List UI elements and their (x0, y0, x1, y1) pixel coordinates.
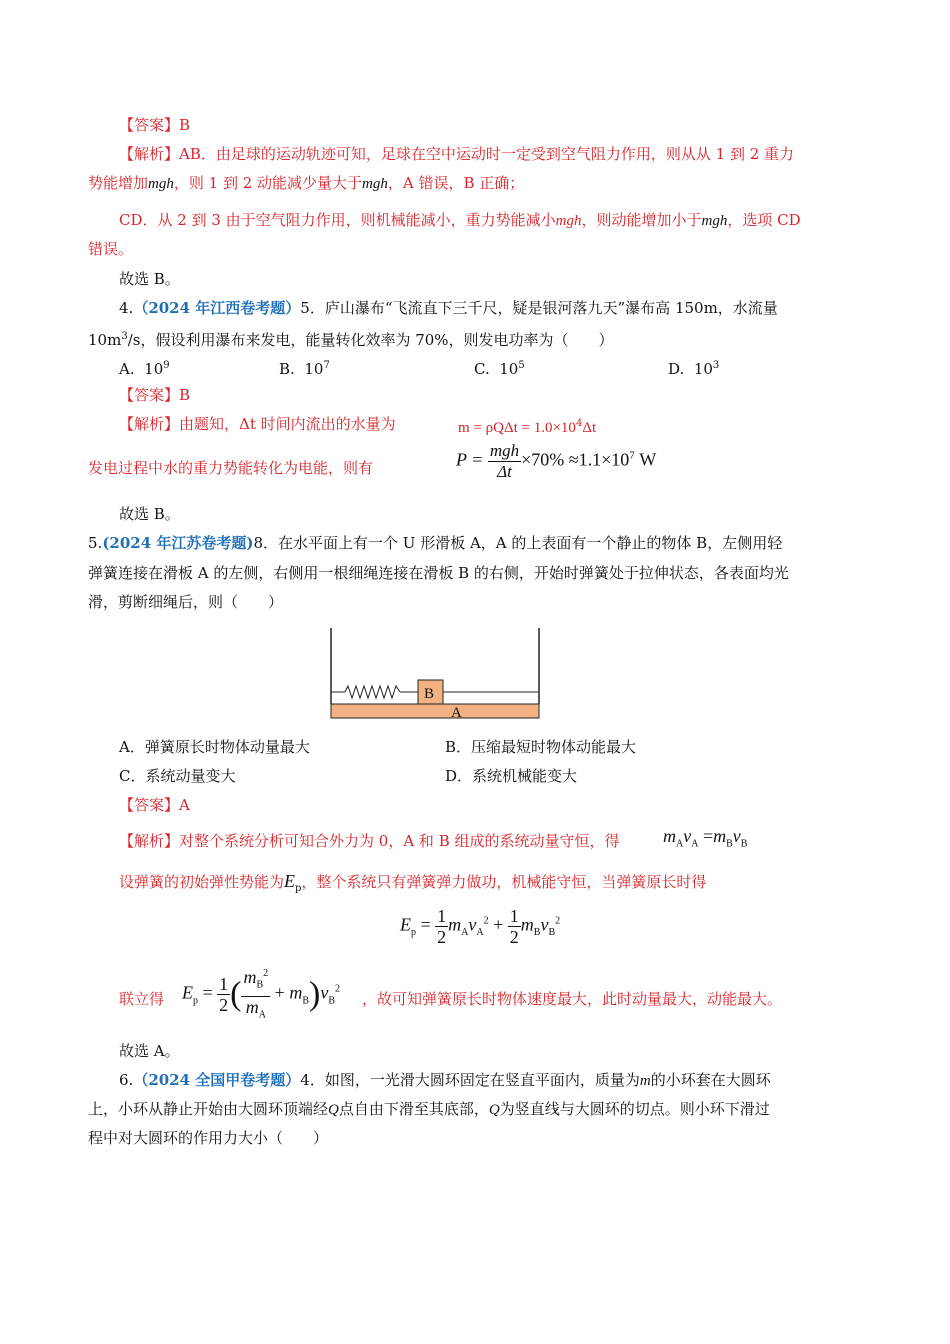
q4-option-c: C. $10^5$ (474, 360, 525, 378)
question-source: （2024 全国甲卷考题） (133, 1071, 301, 1089)
q4-analysis-line1: 【解析】由题知，Δt 时间内流出的水量为 (119, 415, 396, 433)
question-source: (2024 年江苏卷考题) (102, 534, 254, 552)
question-number: 5. (88, 534, 103, 552)
q4-stem-line2: $10m^3/s$，假设利用瀑布来发电，能量转化效率为 70%，则发电功率为（ ） (88, 331, 614, 349)
q3-analysis-line2: 势能增加mgh，则 1 到 2 动能减少量大于mgh，A 错误，B 正确； (88, 174, 525, 192)
analysis-label: 【解析】 (119, 145, 180, 163)
q5-stem-line2: 弹簧连接在滑板 A 的左侧，右侧用一根细绳连接在滑板 B 的右侧，开始时弹簧处于拉伸状态，各表面均光 (88, 564, 789, 582)
q5-analysis-line3a: 联立得 (119, 990, 165, 1008)
spring (345, 686, 400, 698)
energy-equation: $E_p$ = $\frac{1}{2}$ $m_Av_A^2$ + $\frac{1}{2}$ $m_Bv_B^2$ (400, 906, 561, 947)
q3-analysis-line4: 错误。 (88, 240, 134, 258)
combined-equation: $E_p$ = $\frac{1}{2}$ ( $\frac{m_B^2}{m_A}$ + $m_B)v_B^2$ (182, 964, 340, 1025)
q4-option-a: A. $10^9$ (119, 360, 170, 378)
q5-stem-line1: 5.(2024 年江苏卷考题)8．在水平面上有一个 U 形滑板 A，A 的上表面有一个静止的物体 B，左侧用轻 (88, 534, 783, 552)
q3-analysis-line1: 【解析】AB．由足球的运动轨迹可知，足球在空中运动时一定受到空气阻力作用，则从从 1 到 2 重力 (119, 145, 795, 163)
question-number: 4. (119, 299, 134, 317)
momentum-equation: $m_Av_A =m_Bv_B$ (663, 826, 748, 850)
analysis-label: 【解析】 (119, 832, 180, 850)
q5-option-a: A．弹簧原长时物体动量最大 (119, 738, 310, 756)
q4-power-equation: P = $\frac{\text{mgh}}{\Delta t}$ $\times 70\% \approx 1.1\times 10^7$ W (456, 441, 657, 481)
q4-option-b: B. $10^7$ (279, 360, 330, 378)
q4-answer: 【答案】B (119, 386, 191, 404)
q5-analysis-line3b: ，故可知弹簧原长时物体速度最大，此时动量最大，动能最大。 (362, 990, 783, 1008)
q3-analysis-line3: CD．从 2 到 3 由于空气阻力作用，则机械能减小，重力势能减小mgh，则动能增加小于mgh，选项 CD (119, 211, 801, 229)
q6-stem-line3: 程中对大圆环的作用力大小（ ） (88, 1129, 329, 1147)
q4-option-d: D. $10^3$ (668, 360, 720, 378)
q5-conclusion: 故选 A。 (119, 1042, 180, 1060)
q4-analysis-eq1: $m = \rho Q\Delta t = 1.0\times 10^4\Delta t$ (458, 418, 597, 436)
board-a (331, 704, 539, 718)
q5-answer: 【答案】A (119, 796, 190, 814)
q6-stem-line2: 上，小环从静止开始由大圆环顶端经Q点自由下滑至其底部，Q为竖直线与大圆环的切点。则小环下滑过 (88, 1100, 770, 1118)
q4-analysis-line2: 发电过程中水的重力势能转化为电能，则有 (88, 459, 374, 477)
q4-conclusion: 故选 B。 (119, 505, 180, 523)
label-b: B (424, 686, 435, 702)
q5-option-d: D．系统机械能变大 (445, 767, 578, 785)
q4-stem-line1: 4.（2024 年江西卷考题）5．庐山瀑布“飞流直下三千尺，疑是银河落九天”瀑布高 150m，水流量 (119, 299, 778, 317)
q6-stem-line1: 6.（2024 全国甲卷考题）4．如图，一光滑大圆环固定在竖直平面内，质量为m的小环套在大圆环 (119, 1071, 771, 1089)
q3-conclusion: 故选 B。 (119, 270, 180, 288)
q5-analysis-line2: 设弹簧的初始弹性势能为$E_p$，整个系统只有弹簧弹力做功，机械能守恒，当弹簧原长时得 (119, 871, 707, 894)
question-source: （2024 年江西卷考题） (133, 299, 301, 317)
analysis-label: 【解析】 (119, 415, 180, 433)
q3-answer: 【答案】B (119, 116, 191, 134)
spring-board-figure (325, 626, 545, 721)
label-a: A (451, 705, 462, 721)
q5-stem-line3: 滑，剪断细绳后，则（ ） (88, 593, 284, 611)
question-number: 6. (119, 1071, 134, 1089)
q5-option-c: C．系统动量变大 (119, 767, 236, 785)
q5-analysis-line1: 【解析】对整个系统分析可知合外力为 0，A 和 B 组成的系统动量守恒，得 (119, 832, 620, 850)
q5-option-b: B．压缩最短时物体动能最大 (445, 738, 637, 756)
